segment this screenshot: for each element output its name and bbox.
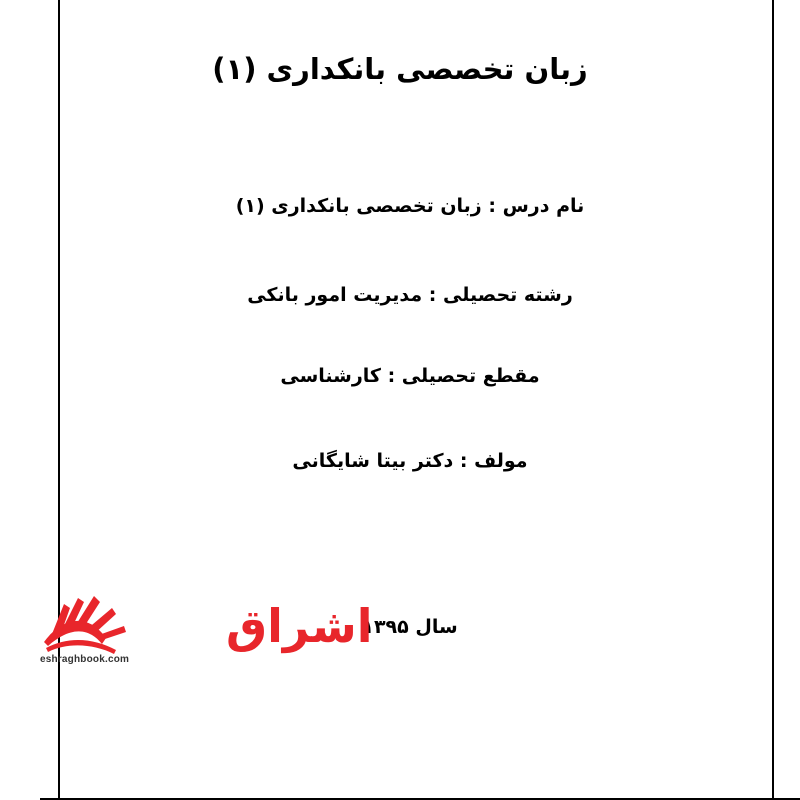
degree-level: مقطع تحصیلی : کارشناسی	[280, 365, 540, 387]
document-title: زبان تخصصی بانکداری (۱)	[212, 52, 588, 86]
course-name: نام درس : زبان تخصصی بانکداری (۱)	[235, 195, 585, 217]
author: مولف : دکتر بیتا شایگانی	[292, 450, 528, 472]
open-book-icon	[44, 596, 126, 654]
watermark-brand-text: اشراق	[226, 599, 373, 653]
year: سال ۱۳۹۵	[362, 616, 458, 638]
field-of-study: رشته تحصیلی : مدیریت امور بانکی	[247, 284, 573, 306]
page-frame	[58, 0, 774, 800]
watermark-url: eshraghbook.com	[40, 654, 130, 665]
